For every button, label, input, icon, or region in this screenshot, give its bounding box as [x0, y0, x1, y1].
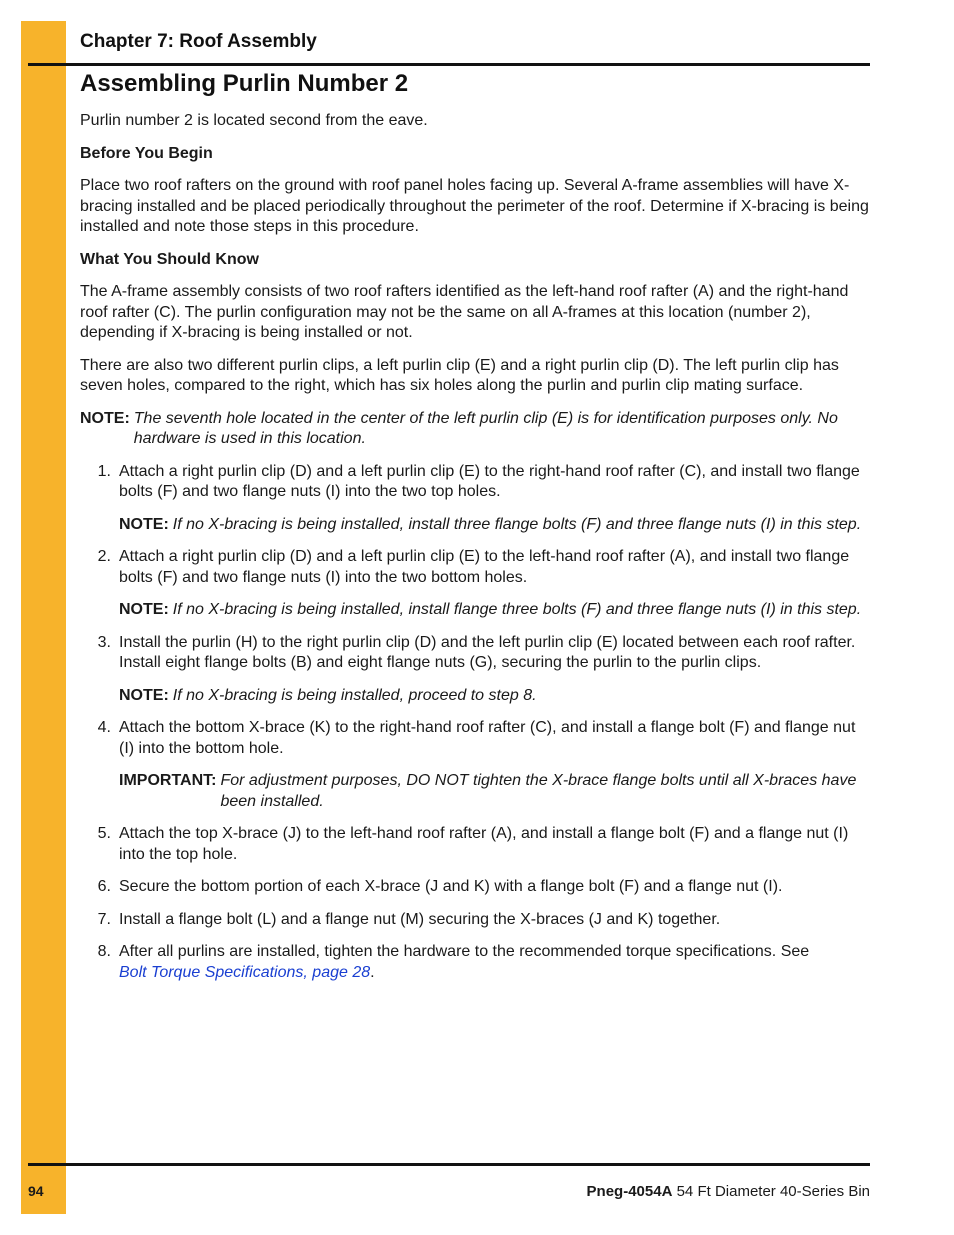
note-text: The seventh hole located in the center of the left purlin clip (E) is for identification purposes only. No hardware is used in this location. — [133, 409, 838, 447]
step-text: Install the purlin (H) to the right purlin clip (D) and the left purlin clip (E) located between each roof rafter. Install eight flange bolts (B) and eight flange nuts (G), securing the purlin to the purlin clips. — [119, 633, 856, 671]
step-1-note — [119, 515, 870, 536]
note-seventh-hole — [80, 409, 870, 450]
what-you-should-know-text-1: The A-frame assembly consists of two roof rafters identified as the left-hand roof rafter (A) and the right-hand roof rafter (C). The purlin configuration may not be the same on all A-frames at this location (number 2), depending if X-bracing is being installed or not. — [80, 283, 849, 341]
chapter-header: Chapter 7: Roof Assembly — [80, 31, 317, 52]
intro-paragraph: Purlin number 2 is located second from the eave. — [80, 112, 428, 129]
step-number: 4. — [97, 719, 111, 736]
step-4 — [80, 718, 870, 759]
footer-divider — [28, 1163, 870, 1166]
step-text: Attach a right purlin clip (D) and a left purlin clip (E) to the left-hand roof rafter (A), and install two flange bolts (F) and two flange nuts (I) into the two bottom holes. — [119, 548, 850, 586]
step-8-body — [119, 942, 870, 983]
header-divider — [28, 63, 870, 66]
step-number: 1. — [97, 462, 111, 480]
step-4-important — [119, 771, 870, 812]
step-number: 2. — [97, 548, 111, 565]
what-you-should-know-text-2: There are also two different purlin clips, a left purlin clip (E) and a right purlin clip (D). The left purlin clip has seven holes, compared to the right, which has six holes along the purlin and purlin clip mating surface. — [80, 356, 839, 394]
step-number: 8. — [97, 943, 111, 960]
note-label: NOTE: — [119, 686, 169, 704]
step-5 — [80, 824, 870, 865]
step-number: 3. — [97, 633, 111, 651]
before-you-begin-heading: Before You Begin — [80, 144, 213, 162]
important-text: For adjustment purposes, DO NOT tighten the X-brace flange bolts until all X-braces have been installed. — [220, 772, 857, 810]
step-6 — [80, 877, 870, 898]
step-text: Secure the bottom portion of each X-brace (J and K) with a flange bolt (F) and a flange nut (I). — [119, 878, 783, 895]
step-8 — [80, 942, 870, 983]
what-you-should-know-heading: What You Should Know — [80, 250, 259, 268]
link-trailing-period: . — [370, 963, 375, 981]
document-title: 54 Ft Diameter 40-Series Bin — [672, 1183, 870, 1200]
bolt-torque-specifications-link[interactable]: Bolt Torque Specifications, page 28 — [119, 963, 371, 981]
step-7 — [80, 910, 870, 931]
note-label: NOTE: — [119, 601, 169, 618]
note-text: If no X-bracing is being installed, install flange three bolts (F) and three flange nuts (I) in this step. — [172, 601, 862, 618]
note-text: If no X-bracing is being installed, install three flange bolts (F) and three flange nuts (I) in this step. — [172, 515, 862, 533]
step-text: Attach the bottom X-brace (K) to the right-hand roof rafter (C), and install a flange bolt (F) and flange nut (I) into the bottom hole. — [119, 719, 856, 757]
step-1 — [80, 462, 870, 503]
accent-side-band — [21, 21, 66, 1214]
note-label: NOTE: — [119, 515, 169, 533]
step-text: Attach a right purlin clip (D) and a left purlin clip (E) to the right-hand roof rafter (C), and install two flange bolts (F) and two flange nuts (I) into the two top holes. — [119, 462, 860, 500]
step-number: 6. — [97, 878, 111, 895]
page-title: Assembling Purlin Number 2 — [80, 70, 409, 97]
main-content — [80, 111, 870, 995]
step-3-note — [119, 686, 870, 707]
note-text: If no X-bracing is being installed, proceed to step 8. — [172, 686, 537, 704]
step-2 — [80, 547, 870, 588]
step-text: After all purlins are installed, tighten the hardware to the recommended torque specifications. See — [119, 943, 810, 960]
step-text: Attach the top X-brace (J) to the left-hand roof rafter (A), and install a flange bolt (F) and a flange nut (I) into the top hole. — [119, 825, 849, 863]
step-2-note — [119, 600, 870, 621]
document-footer — [587, 1183, 870, 1200]
note-label: NOTE: — [80, 409, 130, 427]
before-you-begin-text: Place two roof rafters on the ground with roof panel holes facing up. Several A-frame assemblies will have X-bracing installed and be placed periodically throughout the perimeter of the roof. Determine if X-bracing is being installed and note those steps in this procedure. — [80, 177, 869, 235]
important-label: IMPORTANT: — [119, 772, 217, 789]
step-3 — [80, 633, 870, 674]
step-number: 7. — [97, 910, 111, 928]
page-number: 94 — [28, 1183, 44, 1199]
document-id: Pneg-4054A — [586, 1183, 673, 1200]
step-text: Install a flange bolt (L) and a flange nut (M) securing the X-braces (J and K) together. — [119, 910, 721, 928]
step-number: 5. — [97, 825, 111, 842]
